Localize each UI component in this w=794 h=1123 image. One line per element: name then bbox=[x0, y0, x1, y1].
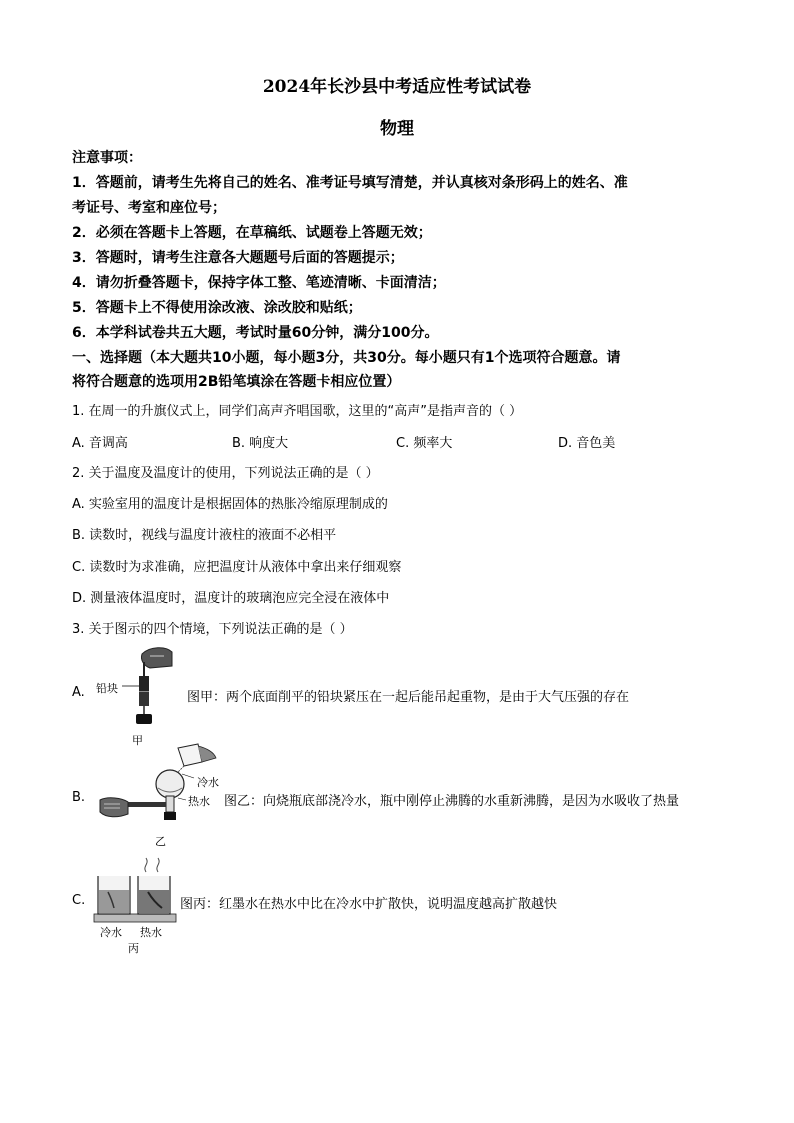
question-3-stem: 3. 关于图示的四个情境，下列说法正确的是（ ） bbox=[72, 622, 353, 637]
notes-block bbox=[72, 146, 722, 394]
notes-item: 考证号、考室和座位号； bbox=[72, 200, 226, 216]
figure-caption-bing: 丙 bbox=[128, 942, 139, 955]
question-2-stem: 2. 关于温度及温度计的使用，下列说法正确的是（ ） bbox=[72, 466, 379, 481]
subject-title: 物理 bbox=[380, 119, 414, 139]
option-a-text: 图甲：两个底面削平的铅块紧压在一起后能吊起重物，是由于大气压强的存在 bbox=[187, 690, 630, 705]
figure-label-hot-water-c: 热水 bbox=[140, 926, 162, 939]
notes-item: 5．答题卡上不得使用涂改液、涂改胶和贴纸； bbox=[72, 300, 362, 316]
notes-heading: 注意事项： bbox=[72, 150, 142, 166]
question-1-stem: 1. 在周一的升旗仪式上，同学们高声齐唱国歌，这里的“高声”是指声音的（ ） bbox=[72, 404, 523, 419]
option-a-letter: A. bbox=[72, 685, 85, 700]
notes-item: 2．必须在答题卡上答题，在草稿纸、试题卷上答题无效； bbox=[72, 225, 432, 241]
option-a: A. 音调高 bbox=[72, 436, 128, 451]
question-2-option-b: B. 读数时，视线与温度计液柱的液面不必相平 bbox=[72, 528, 337, 543]
section-title: 一、选择题（本大题共10小题，每小题3分，共30分。每小题只有1个选项符合题意。请 bbox=[72, 350, 621, 366]
option-d: D. 音色美 bbox=[558, 436, 616, 451]
question-2-option-d: D. 测量液体温度时，温度计的玻璃泡应完全浸在液体中 bbox=[72, 591, 390, 606]
question-2-option-a: A. 实验室用的温度计是根据固体的热胀冷缩原理制成的 bbox=[72, 497, 388, 512]
option-b: B. 响度大 bbox=[232, 436, 289, 451]
figure-label-hot-water: 热水 bbox=[188, 795, 210, 808]
figure-caption-jia: 甲 bbox=[132, 734, 143, 747]
option-b-letter: B. bbox=[72, 790, 86, 805]
section-title-cont: 将符合题意的选项用2B铅笔填涂在答题卡相应位置） bbox=[72, 374, 401, 390]
diffusion-beakers-figure bbox=[92, 862, 178, 924]
question-2-option-c: C. 读数时为求准确，应把温度计从液体中拿出来仔细观察 bbox=[72, 560, 402, 575]
figure-label-cold-water: 冷水 bbox=[197, 776, 219, 789]
option-c-letter: C. bbox=[72, 893, 86, 908]
option-c: C. 频率大 bbox=[396, 436, 453, 451]
figure-caption-yi: 乙 bbox=[155, 835, 166, 848]
exam-title: 2024年长沙县中考适应性考试试卷 bbox=[262, 77, 532, 97]
option-c-text: 图丙：红墨水在热水中比在冷水中扩散快，说明温度越高扩散越快 bbox=[180, 897, 558, 912]
notes-item: 3．答题时，请考生注意各大题题号后面的答题提示； bbox=[72, 250, 404, 266]
notes-item: 4．请勿折叠答题卡，保持字体工整、笔迹清晰、卡面清洁； bbox=[72, 275, 446, 291]
notes-item: 1．答题前，请考生先将自己的姓名、准考证号填写清楚，并认真核对条形码上的姓名、准 bbox=[72, 175, 628, 191]
figure-label-lead-block: 铅块 bbox=[96, 682, 118, 695]
option-b-text: 图乙：向烧瓶底部浇冷水，瓶中刚停止沸腾的水重新沸腾，是因为水吸收了热量 bbox=[224, 794, 680, 809]
figure-label-cold-water-c: 冷水 bbox=[100, 926, 122, 939]
notes-item: 6．本学科试卷共五大题，考试时量60分钟，满分100分。 bbox=[72, 325, 439, 341]
